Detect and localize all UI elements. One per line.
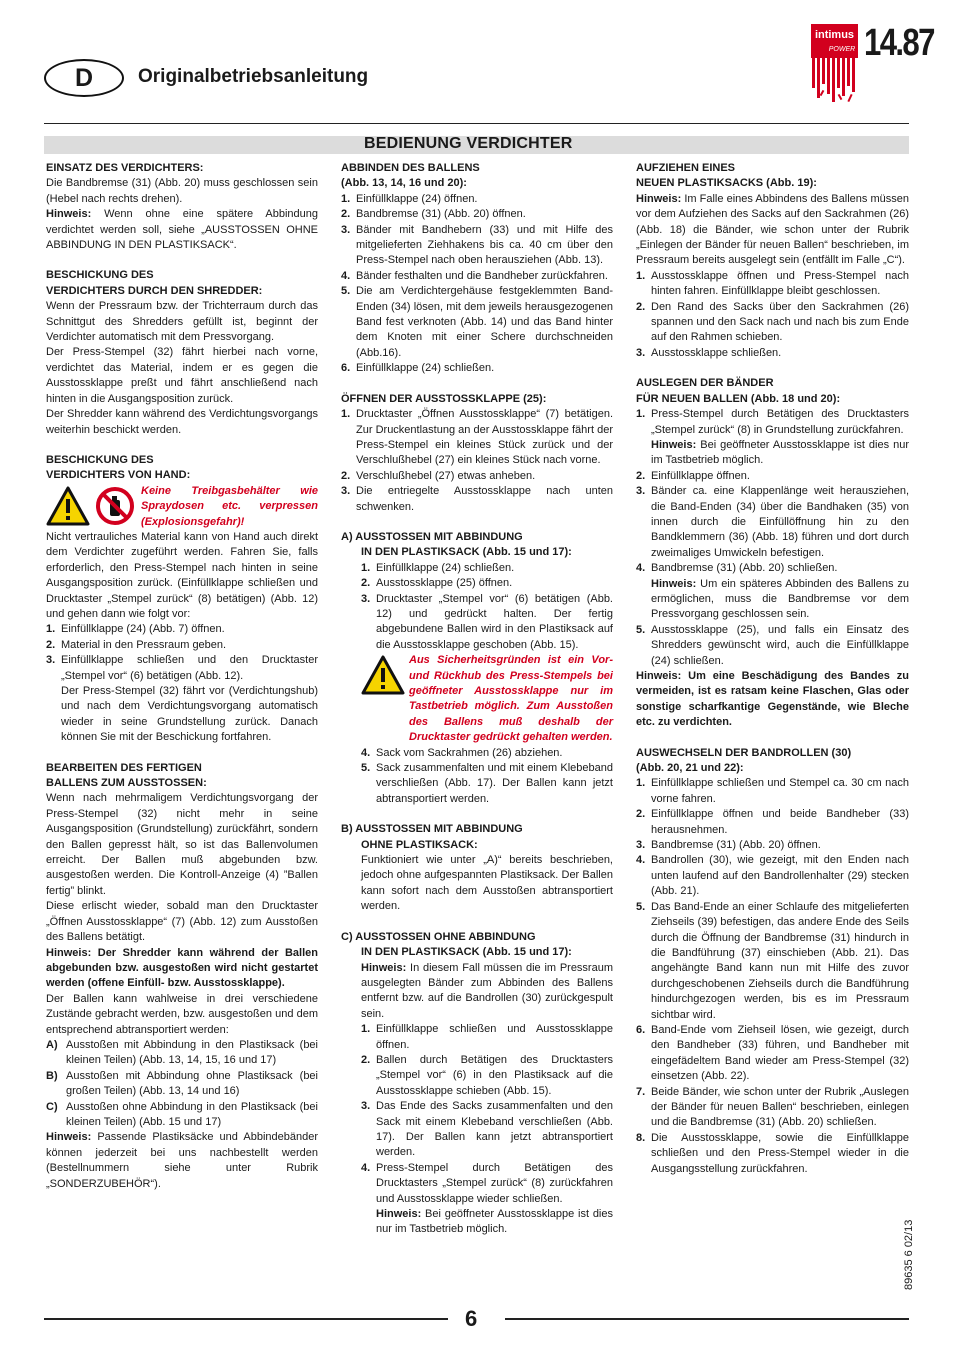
document-title: Originalbetriebsanleitung (138, 66, 369, 87)
heading: BESCHICKUNG DES (46, 269, 154, 282)
list-item: 3. Ausstossklappe schließen. (636, 346, 782, 359)
heading: IN DEN PLASTIKSACK (Abb. 15 und 17): (361, 946, 572, 959)
warning-box (46, 484, 318, 530)
steps-list (636, 623, 909, 669)
list-item: 4. Press-Stempel durch Betätigen des Drucktasters „Stempel zurück“ (8) zurückfahren und Ausstossklappe wieder schließen. (361, 1161, 613, 1205)
intimus-logo (811, 24, 858, 106)
list-item: 4. Bänder festhalten und die Bandheber zurückfahren. (341, 269, 608, 282)
steps-list (46, 622, 318, 684)
paragraph: Der Press-Stempel (32) fährt hierbei nach vorne, verdichtet das Material, indem er es gegen die Ausstossklappe preßt und fährt anschließend nach hinten in die Ausgangsposition zurück. (46, 346, 318, 405)
list-item: 5. Ausstossklappe (25), und falls ein Einsatz des Shredders gewünscht wird, auch die Einfüllklappe (24) schließen. (636, 623, 909, 667)
list-item: 3. Bänder ca. eine Klappenlänge weit herausziehen, die Band-Enden (34) über die Bandhaken (35) von innen durch die Einfüllöffnung hin zu den Bandklemmern (36) (Abb. 18) führen und dort durch zweimaliges Umwickeln befestigen. (636, 485, 909, 559)
paragraph-bold: Hinweis: Um eine Beschädigung des Bandes zu vermeiden, ist es ratsam keine Flaschen, Glas oder sonstige scharfkantige Gegenstände, wie Bleche etc. zu verdichten. (636, 670, 909, 729)
list-item: 1. Ausstossklappe öffnen und Press-Stempel nach hinten fahren. Einfüllklappe bleibt geschlossen. (636, 269, 909, 298)
paragraph: Hinweis: Im Falle eines Abbindens des Ballens müssen vor dem Aufziehen des Sacks auf den Sackrahmen (26) (Abb. 18) die Bänder, wie schon unter der Rubrik „Einlegen der Bänder für neuen Ballen“ beschrieben, im Pressraum bereits ausgelegt sein (entfällt im Falle „C“). (636, 192, 909, 267)
list-item: 2. Einfüllklappe öffnen. (636, 469, 750, 482)
options-list (46, 1038, 318, 1130)
column-2 (341, 161, 613, 1238)
heading: C) AUSSTOSSEN OHNE ABBINDUNG (341, 930, 536, 943)
heading: AUSWECHSELN DER BANDROLLEN (30) (636, 746, 852, 759)
heading: OHNE PLASTIKSACK: (361, 838, 478, 851)
list-item: 5. Die am Verdichtergehäuse festgeklemmten Band-Enden (34) lösen, mit dem jeweils herausgezogenen Band fest verknoten (Abb. 14) und das Band hinter dem Knoten mit einer Schere durchschneiden (Abb.16). (341, 285, 613, 359)
paragraph: Hinweis: Passende Plastiksäcke und Abbindebänder können jederzeit bei uns nachbestellt werden (Bestellnummern siehe unter Rubrik „SONDERZUBEHÖR“). (46, 1131, 318, 1190)
svg-text:POWER: POWER (828, 46, 856, 53)
steps-list (636, 269, 909, 361)
heading: VERDICHTERS DURCH DEN SHREDDER: (46, 284, 263, 297)
list-note: Hinweis: Bei geöffneter Ausstossklappe ist dies nur im Tastbetrieb möglich. (651, 438, 909, 467)
steps-list (341, 561, 613, 653)
list-item: 2. Einfüllklappe öffnen und beide Bandheber (33) herausnehmen. (636, 808, 909, 836)
list-item: 2. Ausstossklappe (25) öffnen. (361, 577, 513, 590)
steps-list (636, 407, 909, 438)
list-item: 5. Sack zusammenfalten und mit einem Klebeband verschließen (Abb. 17). Der Ballen kann jetzt abtransportiert werden. (361, 762, 613, 805)
heading: ABBINDEN DES BALLENS (341, 162, 480, 174)
footer-line-right (505, 1318, 909, 1320)
warning-box (341, 653, 613, 745)
steps-list (636, 469, 909, 577)
footer-line-left (44, 1318, 448, 1320)
heading: NEUEN PLASTIKSACKS (Abb. 19): (636, 177, 817, 190)
list-item: 3. Einfüllklappe schließen und den Drucktaster „Stempel vor“ (6) betätigen (Abb. 12). (46, 654, 318, 682)
column-3 (636, 161, 909, 1177)
list-item: 2. Den Rand des Sacks über den Sackrahmen (26) spannen und den Sack nach und nach bis zum Ende auf den Rahmen schieben. (636, 300, 909, 344)
list-item: 1. Einfüllklappe schließen und Ausstossklappe öffnen. (361, 1023, 613, 1051)
list-item: 7. Beide Bänder, wie schon unter der Rubrik „Auslegen der Bänder für neuen Ballen“ beschrieben, einlegen und die Bandbremse (31) (Abb. 20) schließen. (636, 1085, 909, 1129)
paragraph: Diese erlischt wieder, sobald man den Drucktaster „Öffnen Ausstossklappe“ (7) (Abb. 12) zum Ausstoßen des Ballens betätigt. (46, 900, 318, 944)
svg-text:intimus: intimus (814, 29, 855, 41)
list-item: 2. Material in den Pressraum geben. (46, 638, 227, 651)
heading: (Abb. 20, 21 und 22): (636, 762, 744, 775)
list-item: 2. Ballen durch Betätigen des Drucktasters „Stempel vor“ (6) in den Plastiksack auf die Ausstossklappe schieben (Abb. 15). (361, 1053, 613, 1097)
list-item: A) Ausstoßen mit Abbindung in den Plastiksack (bei kleinen Teilen) (Abb. 13, 14, 15, 16 und 17) (46, 1038, 318, 1067)
heading: BALLENS ZUM AUSSTOSSEN: (46, 777, 207, 790)
paragraph-bold: Hinweis: Der Shredder kann während der Ballen abgebunden bzw. ausgestoßen wird nicht gestartet werden (offene Einfüll- bzw. Ausstossklappe). (46, 946, 318, 990)
paragraph: Die Bandbremse (31) (Abb. 20) muss geschlossen sein (Hebel nach rechts drehen). (46, 177, 318, 205)
list-item: 3. Drucktaster „Stempel vor“ (6) betätigen (Abb. 12) und gedrückt halten. Der fertig abgebundene Ballen wird in den Plastiksack auf die Ausstossklappe geschoben (Abb. 15). (361, 592, 613, 651)
list-item: 5. Das Band-Ende an einer Schlaufe des mitgelieferten Ziehseils (39) befestigen, das andere Ende des Seils durch die Öffnung der Bandbremse (31) hindurch in die Bandführung (37) einschieben (Abb. 21). Das angehängte Band kann nun mit Hilfe des zuvor durchgeschobenen Ziehseils durch die Bandführung hindurchgezogen werden, bis es im Pressraum sichtbar wird. (636, 900, 909, 1021)
heading: B) AUSSTOSSEN MIT ABBINDUNG (341, 823, 523, 836)
paragraph: Hinweis: In diesem Fall müssen die im Pressraum ausgelegten Bänder zum Abbinden des Ballens entfernt bzw. auf die Bandrollen (30) zurückgespult sein. (361, 961, 613, 1020)
steps-list (341, 1022, 613, 1207)
heading: BEARBEITEN DES FERTIGEN (46, 761, 202, 774)
list-item: 1. Press-Stempel durch Betätigen des Drucktasters „Stempel zurück“ (8) in Grundstellung zurückfahren. (636, 408, 909, 436)
header-divider (44, 123, 909, 124)
list-item: 3. Bänder mit Bandhebern (33) und mit Hilfe des mitgelieferten Ziehhakens bis ca. 40 cm über den Press-Stempel nach oben herausziehen (Abb. 13). (341, 223, 613, 267)
list-item: 4. Bandbremse (31) (Abb. 20) schließen. (636, 562, 838, 575)
list-item: 4. Bandrollen (30), wie gezeigt, mit den Enden nach unten laufend auf den Bandrollenhalter (29) stecken (Abb. 21). (636, 854, 909, 898)
list-item: 6. Einfüllklappe (24) schließen. (341, 362, 495, 375)
paragraph: Der Shredder kann während des Verdichtungsvorgangs weiterhin beschickt werden. (46, 408, 318, 436)
list-item: B) Ausstoßen mit Abbindung ohne Plastiksack (bei großen Teilen) (Abb. 13, 14 und 16) (46, 1069, 318, 1098)
page-number: 6 (465, 1306, 478, 1331)
heading: A) AUSSTOSSEN MIT ABBINDUNG (341, 530, 523, 543)
list-item: 1. Einfüllklappe (24) (Abb. 7) öffnen. (46, 623, 225, 636)
warning-text: Keine Treibgasbehälter wie Spraydosen etc. verpressen (Explosionsgefahr)! (141, 484, 318, 528)
list-item: C) Ausstoßen ohne Abbindung in den Plastiksack (bei kleinen Teilen) (Abb. 15 und 17) (46, 1100, 318, 1128)
list-item: 3. Das Ende des Sacks zusammenfalten und den Sack mit einem Klebeband verschließen (Abb. 17). Der Ballen kann jetzt abtransportiert werden. (361, 1100, 613, 1159)
warning-triangle-icon (361, 655, 405, 695)
heading: VERDICHTERS VON HAND: (46, 469, 191, 482)
language-badge: D (44, 59, 124, 97)
list-item: 4. Sack vom Sackrahmen (26) abziehen. (361, 746, 563, 759)
list-item: 2. Verschlußhebel (27) etwas anheben. (341, 469, 536, 482)
list-item: 1. Drucktaster „Öffnen Ausstossklappe“ (7) betätigen. Zur Druckentlastung an der Ausstossklappe fährt der Press-Stempel ein kleines Stück zurück und der Verschlußhebel (27) ein kleines Stück nach vorne. (341, 408, 613, 467)
list-item: 1. Einfüllklappe schließen und Stempel ca. 30 cm nach vorne fahren. (636, 777, 909, 805)
paragraph: Funktioniert wie unter „A)“ bereits beschrieben, jedoch ohne aufgespannten Plastiksack. Der Ballen kann sofort nach dem Ausstoßen abtransportiert werden. (361, 854, 613, 913)
heading: BESCHICKUNG DES (46, 453, 154, 466)
paragraph: Nicht vertrauliches Material kann von Hand auch direkt dem Verdichter zugeführt werden. Fahren Sie, falls erforderlich, den Press-Stempel nach hinten in seine Ausgangsposition zurück. (Einfüllklappe schließen und Drucktaster „Stempel zurück“ (8) betätigen) (Abb. 12) und gehen dann wie folgt vor: (46, 530, 318, 620)
model-number: 14.87 (864, 22, 934, 64)
list-item: 8. Die Ausstossklappe, sowie die Einfüllklappe schließen und den Press-Stempel wieder in die Ausgangsstellung zurückfahren. (636, 1131, 909, 1175)
heading: EINSATZ DES VERDICHTERS: (46, 162, 204, 174)
list-note: Hinweis: Um ein späteres Abbinden des Ballens zu ermöglichen, muss die Bandbremse vor dem Pressvorgang geschlossen sein. (651, 577, 909, 621)
no-spray-can-icon (93, 486, 137, 526)
heading: (Abb. 13, 14, 16 und 20): (341, 177, 467, 190)
warning-triangle-icon (46, 486, 90, 526)
list-item: 6. Band-Ende vom Ziehseil lösen, wie gezeigt, durch den Bandheber (33) führen, und Bandheber mit eingefädeltem Band wieder am Press-Stempel (32) einsetzen (Abb. 22). (636, 1023, 909, 1083)
steps-list (636, 776, 909, 1177)
heading: FÜR NEUEN BALLEN (Abb. 18 und 20): (636, 392, 841, 405)
steps-list (341, 407, 613, 515)
paragraph: Der Ballen kann wahlweise in drei verschiedene Zustände gebracht werden, bzw. ausgestoßen und dem entsprechend abtransportiert werden: (46, 992, 318, 1036)
list-item: 3. Die entriegelte Ausstossklappe nach unten schwenken. (341, 485, 613, 513)
list-item: 3. Bandbremse (31) (Abb. 20) öffnen. (636, 839, 821, 852)
heading: ÖFFNEN DER AUSSTOSSKLAPPE (25): (341, 392, 547, 405)
heading: IN DEN PLASTIKSACK (Abb. 15 und 17): (361, 546, 572, 559)
list-note: Hinweis: Bei geöffneter Ausstossklappe ist dies nur im Tastbetrieb möglich. (376, 1208, 613, 1236)
list-note: Der Press-Stempel (32) fährt vor (Verdichtungshub) und nach dem Verdichtungsvorgang automatisch wieder in seine Grundstellung zurück. Danach können Sie mit der Beschickung fortfahren. (61, 685, 318, 744)
column-1 (46, 161, 318, 1192)
heading: AUSLEGEN DER BÄNDER (636, 377, 774, 390)
warning-text: Aus Sicherheitsgründen ist ein Vor- und Rückhub des Press-Stempels bei geöffneter Ausstossklappe nur im Tastbetrieb möglich. Zum Ausstoßen des Ballens muß deshalb der Drucktaster gedrückt gehalten werden. (409, 654, 613, 744)
paragraph: Wenn der Pressraum bzw. der Trichterraum durch das Schnittgut des Shredders gefüllt ist, beginnt der Verdichter automatisch mit dem Pressvorgang. (46, 300, 318, 344)
list-item: 2. Bandbremse (31) (Abb. 20) öffnen. (341, 208, 526, 221)
paragraph: Hinweis: Wenn ohne eine spätere Abbindung verdichtet werden soll, siehe „AUSSTOSSEN OHNE ABBINDUNG IN DEN PLASTIKSACK“. (46, 208, 318, 252)
section-title: BEDIENUNG VERDICHTER (364, 135, 573, 152)
list-item: 1. Einfüllklappe (24) öffnen. (341, 192, 478, 205)
steps-list (341, 746, 613, 808)
list-item: 1. Einfüllklappe (24) schließen. (361, 561, 515, 574)
document-code: 89635 6 02/13 (903, 1219, 915, 1290)
heading: AUFZIEHEN EINES (636, 162, 736, 174)
steps-list (341, 192, 613, 377)
paragraph: Wenn nach mehrmaligem Verdichtungsvorgang der Press-Stempel (32) nicht mehr in seine Ausgangsposition (Grundstellung) zurückfährt, sondern den Ballen gepresst hält, so ist das Ballenvolumen erreicht. Der Ballen muß abgebunden bzw. ausgestoßen werden. Die Kontroll-Anzeige (4) ”Ballen fertig” blinkt. (46, 792, 318, 897)
